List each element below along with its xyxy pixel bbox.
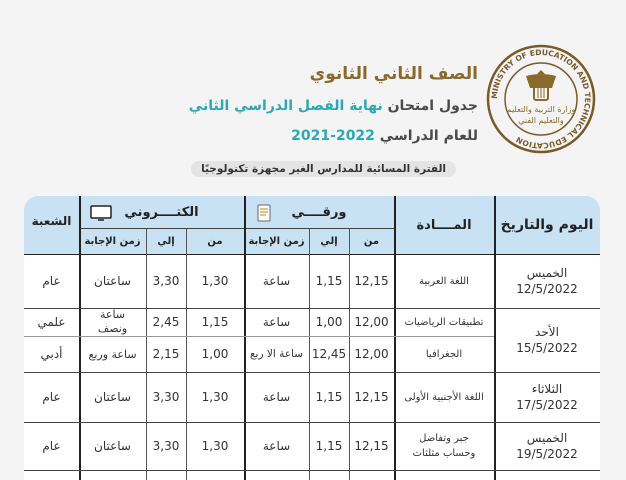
monitor-icon: [90, 205, 112, 221]
table-row-3-paper-from: 12,00: [354, 347, 389, 361]
table-row-5-branch: عام: [42, 439, 61, 453]
header-elec-to: إلي: [157, 235, 175, 247]
table-row-2-date: الأحد 15/5/2022: [516, 325, 578, 355]
table-row-3-elec-duration: ساعة وربع: [88, 347, 137, 361]
table-row-5-elec-duration: ساعتان: [94, 439, 131, 453]
table-row-3-elec-from: 1,00: [201, 347, 229, 361]
table-row-1-date: الخميس 12/5/2022: [516, 266, 578, 296]
period-badge: الفترة المسائية للمدارس الغير مجهزة تكنولوجيًا: [191, 161, 456, 177]
table-row-2-branch: علمي: [37, 315, 66, 329]
header-paper-duration: زمن الإجابة: [248, 235, 305, 247]
header-electronic: الكتــــروني: [124, 204, 199, 220]
table-row-1-subject: اللغة العربية: [419, 275, 469, 287]
svg-text:وزارة التربية والتعليم: وزارة التربية والتعليم: [506, 105, 576, 114]
ministry-logo: [486, 44, 596, 154]
header-branch: الشعبة: [31, 214, 72, 228]
table-row-5-paper-duration: ساعة: [262, 439, 291, 453]
table-row-1-elec-to: 3,30: [152, 274, 180, 288]
svg-text:MINISTRY OF EDUCATION AND TECH: MINISTRY OF EDUCATION AND TECHNICAL EDUCATION: [489, 47, 593, 151]
table-row-2-paper-duration: ساعة: [262, 315, 291, 329]
table-row-4-elec-duration: ساعتان: [94, 390, 131, 404]
schedule-subtitle: جدول امتحان نهاية الفصل الدراسي الثاني: [188, 98, 478, 114]
table-row-3-branch: أدبي: [40, 347, 63, 361]
table-row-2-elec-duration: ساعة ونصف: [97, 308, 128, 335]
header-paper-from: من: [363, 235, 380, 247]
table-row-1-branch: عام: [42, 274, 61, 288]
table-row-5-subject: جبر وتفاضل وحساب مثلثات: [412, 433, 476, 459]
table-row-4-paper-from: 12,15: [354, 390, 389, 404]
table-row-5-paper-to: 1,15: [315, 439, 343, 453]
table-row-4-elec-from: 1,30: [201, 390, 229, 404]
header-subject: المــــادة: [416, 217, 472, 233]
table-row-5-date: الخميس 19/5/2022: [516, 431, 578, 461]
table-row-1-paper-duration: ساعة: [262, 274, 291, 288]
page-title: الصف الثاني الثانوي: [309, 64, 478, 84]
table-row-5-elec-from: 1,30: [201, 439, 229, 453]
header-elec-from: من: [207, 235, 223, 247]
table-row-1-elec-duration: ساعتان: [94, 274, 131, 288]
table-row-2-paper-to: 1,00: [315, 315, 343, 329]
table-row-4-subject: اللغة الأجنبية الأولى: [404, 391, 484, 403]
table-row-2-subject: تطبيقات الرياضيات: [404, 316, 484, 328]
table-row-1-elec-from: 1,30: [201, 274, 229, 288]
paper-icon: [257, 204, 271, 222]
table-row-4-paper-to: 1,15: [315, 390, 343, 404]
header-elec-duration: زمن الإجابة: [84, 235, 141, 247]
table-row-5-paper-from: 12,15: [354, 439, 389, 453]
table-row-4-elec-to: 3,30: [152, 390, 180, 404]
header-day-date: اليوم والتاريخ: [500, 217, 594, 233]
table-row-1-paper-from: 12,15: [354, 274, 389, 288]
table-row-5-elec-to: 3,30: [152, 439, 180, 453]
table-row-2-elec-from: 1,15: [201, 315, 229, 329]
table-row-1-paper-to: 1,15: [315, 274, 343, 288]
table-row-4-branch: عام: [42, 390, 61, 404]
table-row-4-paper-duration: ساعة: [262, 390, 291, 404]
table-row-4-date: الثلاثاء 17/5/2022: [516, 382, 578, 412]
table-row-3-elec-to: 2,15: [152, 347, 180, 361]
academic-year: للعام الدراسي 2022-2021: [291, 128, 478, 144]
header-paper: ورقــــي: [291, 204, 347, 220]
table-row-3-subject: الجغرافيا: [425, 348, 463, 360]
svg-text:والتعليم الفني: والتعليم الفني: [518, 116, 564, 125]
schedule-table: [24, 196, 600, 480]
table-row-3-paper-to: 12,45: [311, 347, 347, 361]
header-paper-to: إلي: [320, 235, 338, 247]
table-row-3-paper-duration: ساعة الا ربع: [249, 348, 304, 360]
table-row-2-paper-from: 12,00: [354, 315, 389, 329]
table-row-2-elec-to: 2,45: [152, 315, 180, 329]
